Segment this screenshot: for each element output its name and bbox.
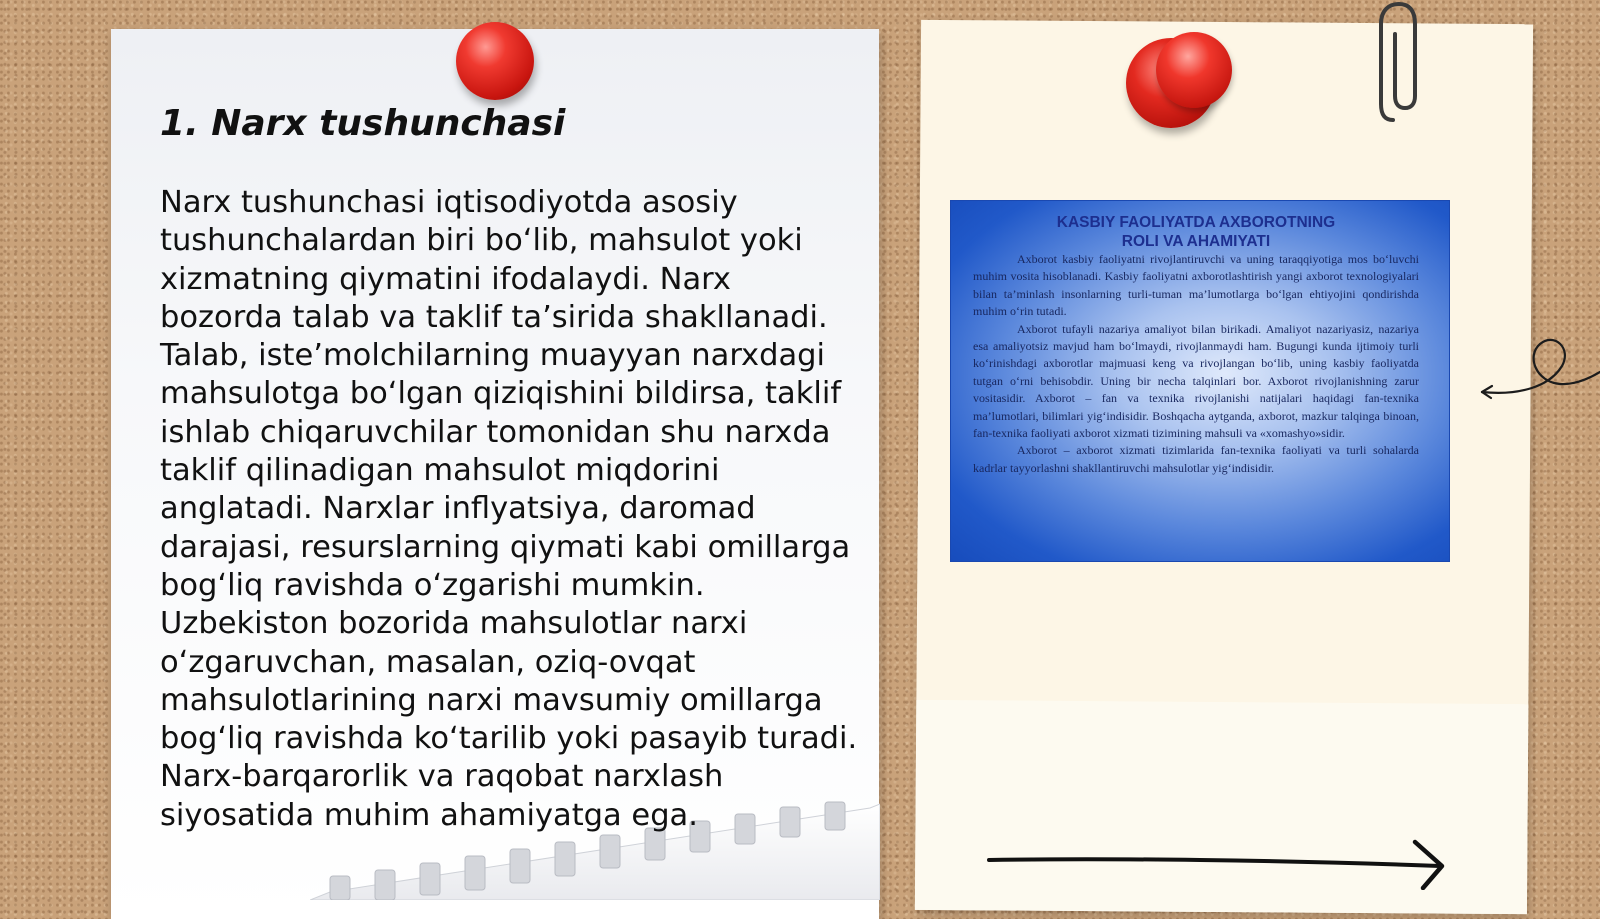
image-paragraph-3: Axborot – axborot xizmati tizimlarida fan-texnika faoliyati va turli sohalarda kadrlar tayyorlashni shakllantiruvchi mahsulotlar yig‘indisidir.: [973, 443, 1419, 475]
note-body-text: Narx tushunchasi iqtisodiyotda asosiy tushunchalardan biri bo‘lib, mahsulot yoki xizmatning qiymatini ifodalaydi. Narx bozorda talab va taklif ta’sirida shakllanadi. Talab, iste’molchilarning muayyan narxdagi mahsulotga bo‘lgan qiziqishini bildirsa, taklif ishlab chiqaruvchilar tomonidan shu narxda taklif qilinadigan mahsulot miqdorini anglatadi. Narxlar inflyatsiya, daromad darajasi, resurslarning qiymati kabi omillarga bog‘liq ravishda o‘zgarishi mumkin. Uzbekiston bozorida mahsulotlar narxi o‘zgaruvchan, masalan, oziq-ovqat mahsulotlarining narxi mavsumiy omillarga bog‘liq ravishda ko‘tarilib yoki pasayib turadi. Narx-barqarorlik va raqobat narxlash siyosatida muhim ahamiyatga ega.: [160, 185, 858, 833]
push-pin-icon: [456, 22, 534, 100]
push-pin-icon: [1156, 32, 1232, 108]
paperclip-icon: [1375, 0, 1425, 125]
image-title-line1: KASBIY FAOLIYATDA AXBOROTNING: [1056, 214, 1336, 231]
doodle-loop-icon: [1480, 310, 1600, 410]
image-paragraph-2: Axborot tufayli nazariya amaliyot bilan birikadi. Amaliyot nazariyasiz, nazariya esa amaliyotsiz mavjud ham bo‘lmaydi, rivojlanmaydi ham. Bugungi kunda ijtimoiy turli ko‘rinishdagi axborotlar majmuasi keng va rivojlangan bo‘lib, uning kasbiy faoliyatda tutgan o‘rni behisobdir. Uning bir necha talqinlari bor. Axborot rivojlanishning zarur vositasidir. Axborot – fan va texnika rivojlanishi natijalari haqidagi fan-texnika ma’lumotlari, bilimlari yig‘indisidir. Boshqacha aytganda, axborot, mazkur talqinga binoan, fan-texnika faoliyati axborot xizmati tizimining mahsuli va «xomashyo»sidir.: [973, 321, 1419, 441]
image-title-line2: ROLI VA AHAMIYATI: [1121, 233, 1271, 250]
image-paragraph-1: Axborot kasbiy faoliyatni rivojlantiruvchi va uning taraqqiyotiga mos bo‘luvchi muhim vosita hisoblanadi. Kasbiy faoliyatni axborotlashtirish yangi axborot texnologiyalari bilan ta’minlash insonlarning turli-tuman ma’lumotlarga bo‘lgan ehtiyojini qondirishda muhim o‘rin tutadi.: [973, 252, 1419, 319]
arrow-right-icon: [985, 838, 1450, 890]
document-image: [950, 200, 1450, 562]
note-title: 1. Narx tushunchasi: [160, 103, 566, 144]
